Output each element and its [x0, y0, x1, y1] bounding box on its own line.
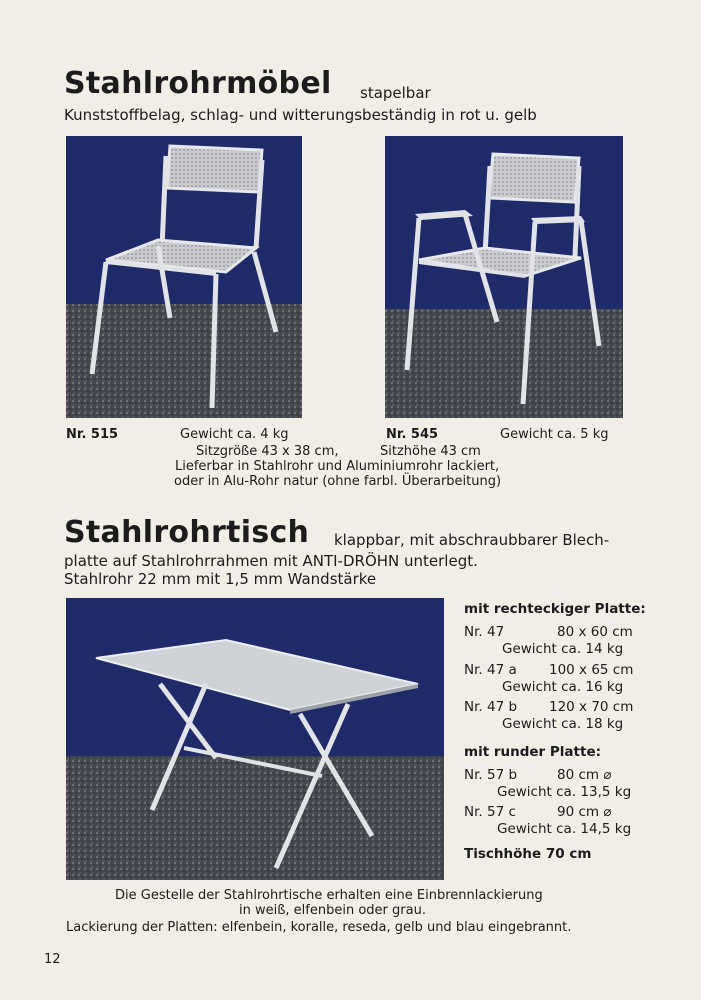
chair-545-number: Nr. 545	[386, 427, 439, 442]
footer-line-1: Die Gestelle der Stahlrohrtische erhalten eine Einbrennlackierung	[115, 888, 543, 903]
table-57c-size: 90 cm ⌀	[557, 804, 612, 820]
table-47a-weight: Gewicht ca. 16 kg	[502, 679, 624, 695]
table-47b-weight: Gewicht ca. 18 kg	[502, 716, 624, 732]
availability-line-2: oder in Alu-Rohr natur (ohne farbl. Überarbeitung)	[174, 474, 502, 489]
footer-line-2: in weiß, elfenbein oder grau.	[239, 903, 426, 918]
table-57b-weight: Gewicht ca. 13,5 kg	[497, 784, 632, 800]
availability-line-1: Lieferbar in Stahlrohr und Aluminiumrohr lackiert,	[175, 459, 500, 474]
table-57c-weight: Gewicht ca. 14,5 kg	[497, 821, 632, 837]
round-heading: mit runder Platte:	[464, 744, 601, 760]
rect-heading: mit rechteckiger Platte:	[464, 601, 646, 617]
chair-515-number: Nr. 515	[66, 427, 119, 442]
footer-line-3: Lackierung der Platten: elfenbein, koralle, reseda, gelb und blau eingebrannt.	[66, 920, 572, 935]
chair-515-weight: Gewicht ca. 4 kg	[180, 427, 289, 442]
section-title-chairs: Stahlrohrmöbel	[64, 66, 332, 101]
chair-545-photo	[385, 136, 623, 418]
table-height: Tischhöhe 70 cm	[464, 846, 592, 862]
page-number: 12	[44, 952, 61, 967]
table-47a-size: 100 x 65 cm	[549, 662, 634, 678]
seat-size: Sitzgröße 43 x 38 cm,	[196, 444, 339, 459]
seat-height: Sitzhöhe 43 cm	[380, 444, 481, 459]
section-title-table: Stahlrohrtisch	[64, 515, 310, 550]
chair-545-weight: Gewicht ca. 5 kg	[500, 427, 609, 442]
table-desc-line-2: platte auf Stahlrohrrahmen mit ANTI-DRÖHN unterlegt.	[64, 552, 478, 570]
table-57b-size: 80 cm ⌀	[557, 767, 612, 783]
chair-515-photo	[66, 136, 302, 418]
table-desc-line-1: klappbar, mit abschraubbarer Blech-	[334, 531, 610, 549]
table-47b-number: Nr. 47 b	[464, 699, 518, 715]
section-subtitle: Kunststoffbelag, schlag- und witterungsbeständig in rot u. gelb	[64, 106, 537, 124]
table-57c-number: Nr. 57 c	[464, 804, 516, 820]
table-57b-number: Nr. 57 b	[464, 767, 518, 783]
table-desc-line-3: Stahlrohr 22 mm mit 1,5 mm Wandstärke	[64, 570, 377, 588]
table-47b-size: 120 x 70 cm	[549, 699, 634, 715]
title-suffix: stapelbar	[360, 84, 431, 102]
table-47a-number: Nr. 47 a	[464, 662, 517, 678]
table-47-number: Nr. 47	[464, 624, 505, 640]
table-47-size: 80 x 60 cm	[557, 624, 633, 640]
table-47-weight: Gewicht ca. 14 kg	[502, 641, 624, 657]
table-photo	[66, 598, 444, 880]
